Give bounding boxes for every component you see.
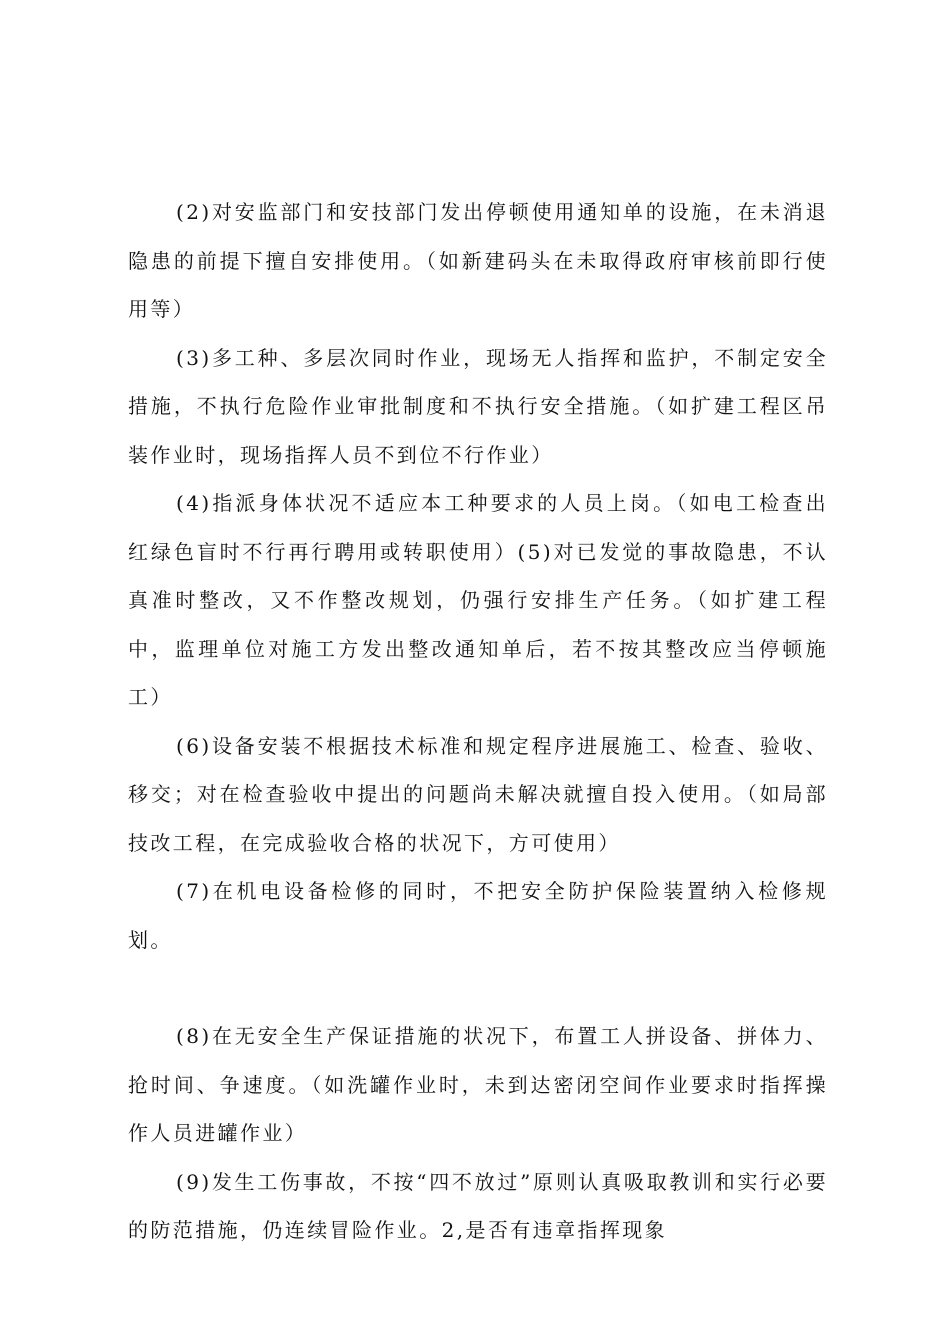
paragraph-item-9: (9)发生工伤事故，不按“四不放过”原则认真吸取教训和实行必要的防范措施，仍连续冒险作业。2,是否有违章指挥现象 [128,1169,828,1242]
paragraph-item-7: (7)在机电设备检修的同时，不把安全防护保险装置纳入检修规划。 [128,879,828,952]
paragraph-spacer [128,964,828,1012]
paragraph-item-8: (8)在无安全生产保证措施的状况下，布置工人拼设备、拼体力、抢时间、争速度。（如洗罐作业时，未到达密闭空间作业要求时指挥操作人员进罐作业） [128,1024,828,1145]
paragraph-item-2: (2)对安监部门和安技部门发出停顿使用通知单的设施，在未消退隐患的前提下擅自安排使用。（如新建码头在未取得政府审核前即行使用等） [128,200,828,321]
paragraph-item-4-5: (4)指派身体状况不适应本工种要求的人员上岗。（如电工检查出红绿色盲时不行再行聘用或转职使用）(5)对已发觉的事故隐患，不认真准时整改，又不作整改规划，仍强行安排生产任务。（如扩建工程中，监理单位对施工方发出整改通知单后，若不按其整改应当停顿施工） [128,491,828,709]
paragraph-item-3: (3)多工种、多层次同时作业，现场无人指挥和监护，不制定安全措施，不执行危险作业审批制度和不执行安全措施。（如扩建工程区吊装作业时，现场指挥人员不到位不行作业） [128,345,828,467]
document-body [128,188,828,1255]
paragraph-item-6: (6)设备安装不根据技术标准和规定程序进展施工、检查、验收、移交；对在检查验收中提出的问题尚未解决就擅自投入使用。（如局部技改工程，在完成验收合格的状况下，方可使用） [128,733,828,855]
